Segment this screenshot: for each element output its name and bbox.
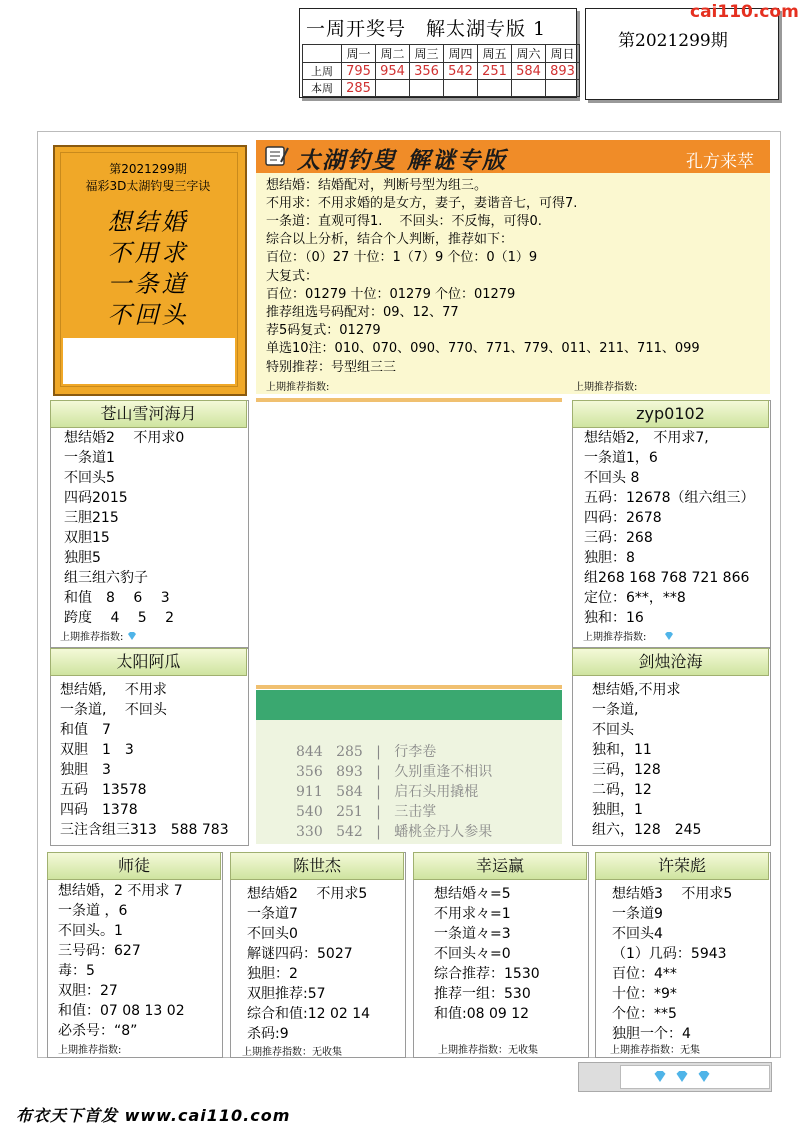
draw-number: 285 <box>342 80 376 97</box>
expert-box-title: zyp0102 <box>572 400 769 428</box>
list-item: 844 285 | 行李卷 <box>296 744 437 760</box>
expert-box-body <box>60 680 229 840</box>
table-corner <box>303 45 342 63</box>
diamond-icon <box>127 632 137 640</box>
list-item: 不回头 8 <box>584 470 640 486</box>
poem-line: 一条道 <box>107 270 189 298</box>
list-item: 独胆 3 <box>60 762 111 778</box>
draw-number <box>444 80 478 97</box>
center-divider <box>256 685 562 689</box>
list-item: 想结婚2 不用求0 <box>64 430 185 446</box>
expert-box-title: 师徒 <box>47 852 221 880</box>
list-item: 推荐一组：530 <box>434 986 531 1002</box>
list-item: 想结婚3 不用求5 <box>612 886 733 902</box>
footer-text: 布衣天下首发 www.cai110.com <box>16 1106 291 1125</box>
poem-line: 不回头 <box>107 301 189 329</box>
list-item: 四码2015 <box>64 490 128 506</box>
rating-label: 上期推荐指数：无收集 <box>438 1045 538 1056</box>
list-item: （1）几码：5943 <box>612 946 727 962</box>
day-header: 周五 <box>478 45 512 63</box>
riddle-line: 推荐组选号码配对：09、12、77 <box>266 305 459 320</box>
list-item: 四码：2678 <box>584 510 662 526</box>
list-item: 一条道 ，6 <box>58 903 128 919</box>
list-item: 二码，12 <box>592 782 652 798</box>
expert-box-title: 太阳阿瓜 <box>50 648 247 676</box>
draw-number <box>546 80 580 97</box>
list-item: 三码：268 <box>584 530 653 546</box>
day-header: 周四 <box>444 45 478 63</box>
list-number: 330 <box>296 824 323 840</box>
list-item: 一条道1，6 <box>584 450 658 466</box>
list-item: 独胆：8 <box>584 550 635 566</box>
riddle-title: 太湖钓叟 解谜专版 <box>297 147 508 174</box>
list-number: 356 <box>296 764 323 780</box>
list-number: 844 <box>296 744 323 760</box>
riddle-author: 孔方来萃 <box>686 152 754 172</box>
diamond-icon <box>664 632 674 640</box>
expert-box-body <box>592 680 701 840</box>
day-header: 周一 <box>342 45 376 63</box>
list-item: 独胆一个：4 <box>612 1026 691 1042</box>
list-item: 想结婚,不用求 <box>592 682 681 698</box>
list-item: 和值 7 <box>60 722 111 738</box>
diamond-icon <box>697 1071 711 1082</box>
riddle-line: 不用求：不用求婚的是女方，妻子，妻谐音七，可得7. <box>266 196 578 211</box>
list-item: 百位：4** <box>612 966 677 982</box>
rating-label: 上期推荐指数：无集 <box>610 1045 700 1056</box>
list-number: 251 <box>336 804 363 820</box>
expert-box-body <box>64 428 184 628</box>
list-item: 五码 13578 <box>60 782 147 798</box>
expert-box-title: 剑烛沧海 <box>572 648 769 676</box>
expert-box-body <box>247 884 370 1044</box>
poem-card-subtitle: 福彩3D太湖钓叟三字诀 <box>85 179 211 193</box>
expert-box-title: 许荣彪 <box>595 852 769 880</box>
list-item: 三注含组三313 588 783 <box>60 822 229 838</box>
expert-box-body <box>612 884 732 1044</box>
list-item: 不回头4 <box>612 926 663 942</box>
site-logo[interactable]: cai110.com <box>690 2 799 22</box>
poem-line: 不用求 <box>107 239 189 267</box>
list-item: 定位：6**，**8 <box>584 590 686 606</box>
rating-row <box>583 628 674 643</box>
poem-line: 想结婚 <box>107 208 189 236</box>
list-item: 想结婚2 不用求5 <box>247 886 368 902</box>
list-item: 综合推荐：1530 <box>434 966 540 982</box>
list-text: 久别重逢不相识 <box>394 764 493 780</box>
list-item: 356 893 | 久别重逢不相识 <box>296 764 493 780</box>
rating-label: 上期推荐指数: <box>583 632 647 643</box>
day-header: 周二 <box>376 45 410 63</box>
list-number: 540 <box>296 804 323 820</box>
list-item: 解谜四码：5027 <box>247 946 353 962</box>
draw-number: 954 <box>376 63 410 80</box>
list-item: 不回头 <box>592 722 634 738</box>
rating-label: 上期推荐指数：无收集 <box>242 1047 342 1058</box>
list-item: 和值：07 08 13 02 <box>58 1003 185 1019</box>
row-label: 本周 <box>303 80 342 97</box>
riddle-line: 百位：01279 十位：01279 个位：01279 <box>266 287 516 302</box>
list-item: 独胆5 <box>64 550 101 566</box>
list-item: 想结婚，2 不用求 7 <box>58 883 183 899</box>
rating-bar-inner <box>620 1065 770 1089</box>
diamond-icon <box>653 1071 667 1082</box>
list-text: 行李卷 <box>394 744 437 760</box>
list-item: 毒：5 <box>58 963 95 979</box>
list-item: 十位：*9* <box>612 986 677 1002</box>
draw-numbers-table <box>302 44 580 97</box>
list-item: 三码，128 <box>592 762 661 778</box>
riddle-line: 特别推荐：号型组三三 <box>266 360 397 375</box>
list-item: 一条道, <box>592 702 639 718</box>
draw-number <box>478 80 512 97</box>
list-item: 独胆，1 <box>592 802 643 818</box>
list-item: 一条道々=3 <box>434 926 511 942</box>
draw-number <box>410 80 444 97</box>
rating-label: 上期推荐指数: <box>58 1045 122 1056</box>
list-number: 584 <box>336 784 363 800</box>
draw-number: 251 <box>478 63 512 80</box>
row-label: 上周 <box>303 63 342 80</box>
list-item: 四码 1378 <box>60 802 138 818</box>
list-item: 跨度 4 5 2 <box>64 610 175 626</box>
table-row <box>303 80 580 97</box>
draw-number <box>512 80 546 97</box>
list-item: 综合和值:12 02 14 <box>247 1006 371 1022</box>
draw-number: 584 <box>512 63 546 80</box>
list-item: 五码：12678（组六组三） <box>584 490 755 506</box>
expert-box-title: 陈世杰 <box>230 852 404 880</box>
riddle-line: 荐5码复式：01279 <box>266 323 381 338</box>
list-item: 不回头5 <box>64 470 115 486</box>
list-item: 和值 8 6 3 <box>64 590 170 606</box>
day-header: 周日 <box>546 45 580 63</box>
draw-number: 795 <box>342 63 376 80</box>
list-item: 独和：16 <box>584 610 644 626</box>
expert-box-body <box>58 881 185 1041</box>
expert-box-title: 幸运赢 <box>413 852 587 880</box>
riddle-note: 上期推荐指数: <box>574 382 638 393</box>
list-item: 独和，11 <box>592 742 652 758</box>
center-divider <box>256 398 562 402</box>
list-item: 双胆15 <box>64 530 110 546</box>
list-number: 542 <box>336 824 363 840</box>
list-item: 组268 168 768 721 866 <box>584 570 750 586</box>
expert-box-title: 苍山雪河海月 <box>50 400 247 428</box>
list-item: 一条道, 不回头 <box>60 702 167 718</box>
list-item: 不回头々=0 <box>434 946 511 962</box>
list-item: 540 251 | 三击掌 <box>296 804 437 820</box>
list-item: 双胆 1 3 <box>60 742 134 758</box>
riddle-line: 一条道：直观可得1. 不回头：不反悔，可得0. <box>266 214 542 229</box>
rating-row <box>60 628 137 643</box>
rating-label: 上期推荐指数: <box>60 632 124 643</box>
list-text: 三击掌 <box>394 804 437 820</box>
riddle-line: 百位：（0）27 十位：1（7）9 个位：0（1）9 <box>266 250 538 265</box>
list-item: 个位：**5 <box>612 1006 677 1022</box>
list-item: 独胆：2 <box>247 966 298 982</box>
list-text: 启石头用撬棍 <box>394 784 479 800</box>
expert-box-body <box>434 884 540 1024</box>
list-item: 不回头。1 <box>58 923 123 939</box>
diamond-icon <box>675 1071 689 1082</box>
list-number: 893 <box>336 764 363 780</box>
list-item: 三号码：627 <box>58 943 141 959</box>
riddle-line: 单选10注：010、070、090、770、771、779、011、211、711、099 <box>266 341 700 356</box>
list-item: 911 584 | 启石头用撬棍 <box>296 784 479 800</box>
list-item: 组六，128 245 <box>592 822 702 838</box>
draw-number: 542 <box>444 63 478 80</box>
riddle-line: 综合以上分析，结合个人判断，推荐如下： <box>266 232 514 247</box>
center-green-band <box>256 690 562 720</box>
day-header: 周三 <box>410 45 444 63</box>
list-item: 三胆215 <box>64 510 119 526</box>
header-title: 一周开奖号 解太湖专版 1 <box>306 18 547 40</box>
draw-number: 893 <box>546 63 580 80</box>
list-item: 双胆推荐:57 <box>247 986 326 1002</box>
list-item: 一条道7 <box>247 906 298 922</box>
riddle-line: 想结婚：结婚配对，判断号型为组三。 <box>266 178 488 193</box>
list-item: 想结婚, 不用求 <box>60 682 167 698</box>
table-row <box>303 63 580 80</box>
poem-card-blank <box>63 338 235 384</box>
list-item: 和值:08 09 12 <box>434 1006 530 1022</box>
list-item: 不用求々=1 <box>434 906 511 922</box>
list-text: 蟠桃金丹人参果 <box>394 824 493 840</box>
list-number: 911 <box>296 784 323 800</box>
day-header: 周六 <box>512 45 546 63</box>
period-label: 第2021299期 <box>618 31 728 51</box>
draw-number: 356 <box>410 63 444 80</box>
riddle-line: 大复式： <box>266 269 319 284</box>
list-item: 一条道1 <box>64 450 115 466</box>
list-number: 285 <box>336 744 363 760</box>
scroll-icon <box>263 144 289 168</box>
table-header-row <box>303 45 580 63</box>
list-item: 想结婚々=5 <box>434 886 511 902</box>
list-item: 想结婚2, 不用求7, <box>584 430 709 446</box>
list-item: 双胆：27 <box>58 983 118 999</box>
list-item: 330 542 | 蟠桃金丹人参果 <box>296 824 493 840</box>
draw-number <box>376 80 410 97</box>
list-item: 组三组六豹子 <box>64 570 148 586</box>
list-item: 一条道9 <box>612 906 663 922</box>
expert-box-body <box>584 428 755 628</box>
poem-card-issue: 第2021299期 <box>109 162 187 176</box>
riddle-note: 上期推荐指数: <box>266 382 330 393</box>
list-item: 不回头0 <box>247 926 298 942</box>
list-item: 必杀号：“8” <box>58 1023 138 1039</box>
list-item: 杀码:9 <box>247 1026 289 1042</box>
